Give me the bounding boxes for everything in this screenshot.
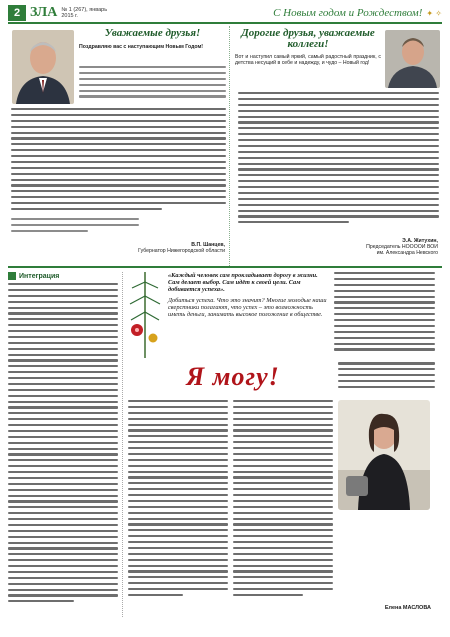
story-author: Елена МАСЛОВА — [384, 605, 431, 611]
holiday-banner: С Новым годом и Рождеством! — [273, 7, 423, 19]
rubric-label: Интеграция — [19, 272, 60, 280]
governor-portrait — [12, 30, 74, 104]
greeting-first-line: Поздравляю вас с наступающим Новым Годом! — [79, 44, 204, 50]
text-lines-col3 — [233, 400, 333, 600]
page-number: 2 — [8, 5, 26, 21]
greetings-section — [8, 26, 442, 268]
text-lines-col2 — [128, 400, 228, 600]
headline-row — [128, 362, 435, 392]
text-lines-body — [238, 92, 439, 227]
signature-role: Председатель НООООИ ВОИ — [366, 244, 438, 250]
chairman-portrait — [385, 30, 440, 88]
chairman-greeting — [230, 26, 442, 266]
signature-name: Э.А. Житухин, — [402, 238, 438, 244]
signature-role: им. Александра Невского — [376, 250, 438, 256]
quote-text — [168, 272, 328, 358]
greeting-first-line: Вот и наступил самый яркий, самый радостный праздник, с детства несущий в себе и надежду, и чудо – Новый год! — [235, 54, 381, 66]
text-lines-body — [11, 108, 226, 214]
governor-signature — [138, 242, 225, 254]
story-right-section — [123, 272, 435, 617]
text-lines-top — [79, 66, 226, 101]
rubric-square-icon — [8, 272, 16, 280]
signature-role: Губернатор Нижегородской области — [138, 248, 225, 254]
headline-side-lines — [338, 362, 435, 391]
fir-branch-icon — [128, 272, 162, 358]
issue-info: № 1 (267), январь 2015 г. — [61, 7, 108, 19]
story-left-column — [8, 272, 123, 617]
newspaper-logo: ЗЛА — [30, 5, 58, 20]
signature-name: В.П. Шанцев, — [191, 242, 225, 248]
lead-quote: «Каждый человек сам прокладывает дорогу в жизни. Сам делает выбор. Сам идёт к своей цели. Сам добивается успеха». — [168, 272, 318, 294]
quote-block — [128, 272, 435, 358]
greeting-title: Уважаемые друзья! — [104, 27, 201, 39]
star-icon: ✦ ✧ — [426, 8, 442, 18]
page-header — [8, 4, 442, 24]
story-headline: Я могу! — [186, 362, 280, 391]
governor-greeting — [8, 26, 230, 266]
text-lines-tail — [11, 218, 139, 236]
chairman-signature — [366, 238, 438, 256]
story-section — [8, 272, 442, 617]
quote-side-lines — [334, 272, 435, 358]
lead-text: Добиться успеха. Что это значит? Многие молодые наши сверстники полагают, что успех – это возможность иметь деньги, занимать высокое положение в обществе. — [168, 296, 327, 319]
text-lines-col1 — [8, 283, 118, 602]
story-photo — [338, 400, 430, 510]
greeting-title: Дорогие друзья, уважаемые коллеги! — [241, 27, 375, 50]
rubric — [8, 272, 118, 280]
